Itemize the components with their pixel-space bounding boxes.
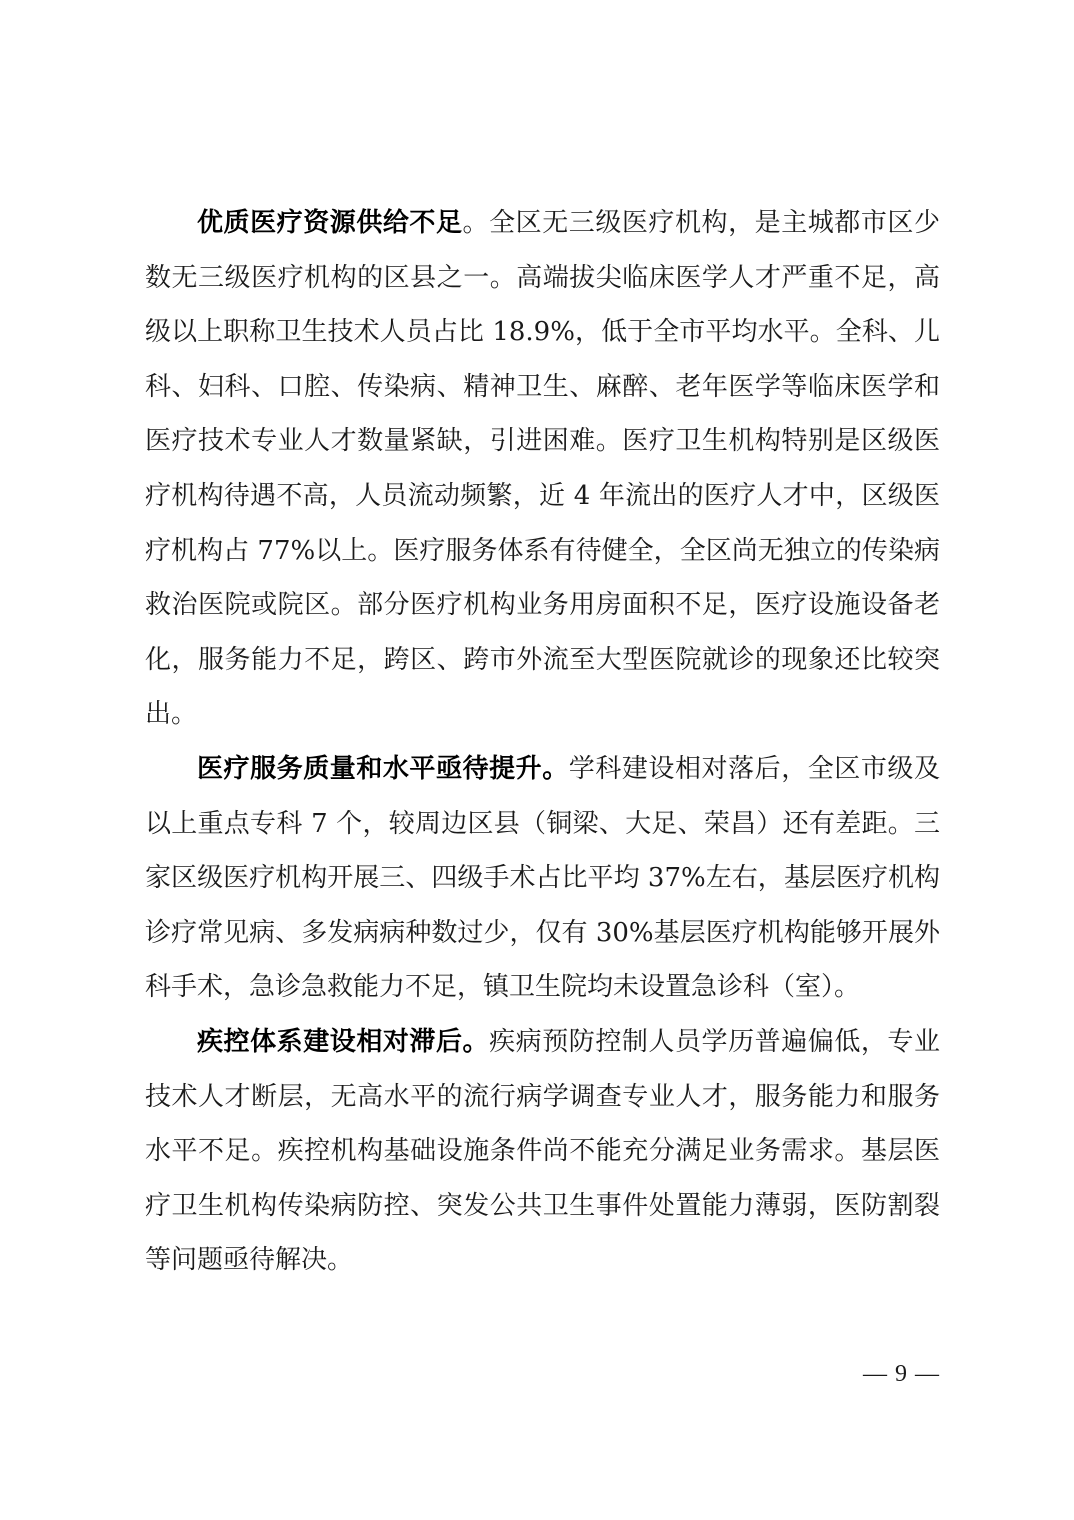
paragraph-text: 疾病预防控制人员学历普遍偏低，专业技术人才断层，无高水平的流行病学调查专业人才，服务能力和服务水平不足。疾控机构基础设施条件尚不能充分满足业务需求。基层医疗卫生机构传染病防控、突发公共卫生事件处置能力薄弱，医防割裂等问题亟待解决。 [145, 1026, 940, 1276]
paragraph-text: 学科建设相对落后，全区市级及以上重点专科 7 个，较周边区县（铜梁、大足、荣昌）还有差距。三家区级医疗机构开展三、四级手术占比平均 37%左右，基层医疗机构诊疗常见病、多发病病种数过少，仅有 30%基层医疗机构能够开展外科手术，急诊急救能力不足，镇卫生院均未设置急诊科（室）。 [145, 753, 940, 1003]
document-body [145, 196, 940, 1396]
paragraph-medical-resources [145, 196, 940, 742]
paragraph-lead: 优质医疗资源供给不足 [197, 208, 463, 238]
paragraph-lead: 疾控体系建设相对滞后。 [197, 1026, 490, 1057]
paragraph-disease-control [145, 1015, 940, 1288]
page-number: — 9 — [863, 1361, 940, 1387]
paragraph-service-quality [145, 742, 940, 1015]
paragraph-text: 。全区无三级医疗机构，是主城都市区少数无三级医疗机构的区县之一。高端拔尖临床医学人才严重不足，高级以上职称卫生技术人员占比 18.9%，低于全市平均水平。全科、儿科、妇科、口腔、传染病、精神卫生、麻醉、老年医学等临床医学和医疗技术专业人才数量紧缺，引进困难。医疗卫生机构特别是区级医疗机构待遇不高，人员流动频繁，近 4 年流出的医疗人才中，区级医疗机构占 77%以上。医疗服务体系有待健全，全区尚无独立的传染病救治医院或院区。部分医疗机构业务用房面积不足，医疗设施设备老化，服务能力不足，跨区、跨市外流至大型医院就诊的现象还比较突出。 [145, 208, 940, 730]
paragraph-lead: 医疗服务质量和水平亟待提升。 [197, 753, 569, 784]
